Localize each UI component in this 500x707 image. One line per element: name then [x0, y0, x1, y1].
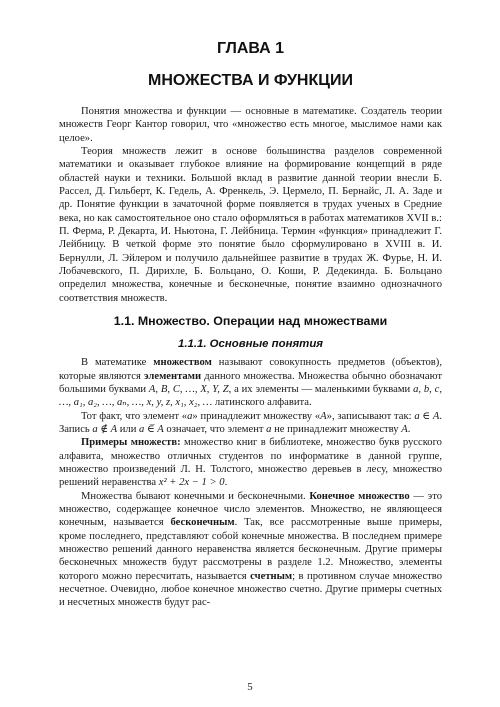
text-run: », записывают так:	[326, 410, 415, 422]
text-run: Тот факт, что элемент «	[81, 410, 188, 422]
chapter-label: ГЛАВА 1	[216, 40, 285, 57]
text-run: множество книг в библиотеке, множество букв русского алфавита, множество отличных студентов по информатике в данной группе, множество произведений Л. Н. Толстого, множество деревьев в лесу, множество решений неравенства	[59, 437, 442, 489]
text-run: латинского алфавита.	[212, 397, 312, 409]
paragraph-examples	[59, 436, 442, 489]
paragraph-finite-infinite	[59, 490, 442, 610]
term-finite-set: Конечное множество	[309, 490, 410, 502]
math-expression: a ∈ A	[414, 410, 440, 422]
text-run: — это множество, содержащее конечное число элементов. Множество, не являющееся конечным, называется	[59, 490, 442, 529]
text-run: .	[407, 423, 411, 435]
text-run: ; в противном случае множество несчетное. Очевидно, любое конечное множество счетно. Другие примеры счетных и несчетных множеств будут рас-	[59, 570, 442, 609]
paragraph-membership	[59, 410, 442, 437]
math-lowercase: a, b, c, …, a₁, a₂, …, aₙ, …, x, y, z, x₁, x₂, …	[59, 383, 442, 409]
term-countable: счетным	[250, 570, 293, 582]
math-symbol: A	[320, 410, 327, 422]
text-run: .	[224, 477, 228, 489]
math-capitals: A, B, C, …, X, Y, Z	[148, 383, 229, 395]
math-symbol: a	[266, 423, 272, 435]
text-run: . Запись	[59, 410, 442, 435]
math-expression: a ∈̅ A	[139, 423, 164, 435]
term-infinite: бесконечным	[170, 517, 235, 529]
text-run: » принадлежит множеству «	[192, 410, 321, 422]
text-run: или	[117, 423, 140, 435]
chapter-title: МНОЖЕСТВА И ФУНКЦИИ	[148, 72, 353, 89]
term-elements: элементами	[144, 370, 202, 382]
text-run: означает, что элемент	[163, 423, 267, 435]
page-number: 5	[247, 681, 253, 693]
text-run: не принадлежит множеству	[271, 423, 402, 435]
term-set: множеством	[153, 357, 212, 369]
text-run: Множества бывают конечными и бесконечными.	[81, 490, 310, 502]
text-run: данного множества. Множества обычно обозначают большими буквами	[59, 370, 442, 395]
text-run: , а их элементы — маленькими буквами	[228, 383, 414, 395]
section-title: 1.1. Множество. Операции над множествами	[113, 314, 388, 329]
text-run: В математике	[81, 357, 154, 369]
intro-paragraph-2: Теория множеств лежит в основе большинства разделов современной математики и оказывает глубокое влияние на формирование концепций в ряде областей науки и техники. Большой вклад в развитие данной теории внесли Б. Рассел, Д. Гильберт, К. Гедель, А. Френкель, Э. Цермело, П. Бернайс, Л. А. Заде и др. Понятие функции в зачаточной форме появляется в трудах ученых в Средние века, но как самостоятельное оно стало оформляться в работах математиков XVII в.: П. Ферма, Р. Декарта, И. Ньютона, Г. Лейбница. Термин «функция» принадлежит Г. Лейбницу. В четкой форме это понятие было сформулировано в XVIII в. И. Бернулли, Л. Эйлером и получило дальнейшее развитие в трудах Ж. Фурье, Н. И. Лобачевского, П. Дирихле, Б. Больцано, О. Коши, Р. Дедекинда. Б. Больцано определил множества, конечные и бесконечные, понятие взаимно однозначного соответствия множеств.	[59, 146, 442, 304]
math-expression: a ∉ A	[92, 423, 118, 435]
text-run: . Так, все рассмотренные выше примеры, кроме последнего, представляют собой конечные множества. В последнем примере множество решений данного неравенства является бесконечным. Другие примеры бесконечных множеств будут рассмотрены в разделе 1.2. Множество, элементы которого можно пересчитать, называется	[59, 517, 442, 582]
math-symbol: a	[187, 410, 193, 422]
paragraph-definition-set	[59, 356, 442, 409]
math-symbol: A	[401, 423, 408, 435]
text-run: называют совокупность предметов (объектов), которые являются	[59, 357, 442, 382]
subsection-title: 1.1.1. Основные понятия	[178, 338, 323, 351]
term-examples: Примеры множеств:	[81, 437, 181, 449]
intro-paragraph-1: Понятия множества и функции — основные в математике. Создатель теории множеств Георг Кантор говорил, что «множество есть многое, мыслимое нами как целое».	[59, 106, 442, 144]
math-inequality: x² + 2x − 1 > 0	[158, 477, 225, 489]
